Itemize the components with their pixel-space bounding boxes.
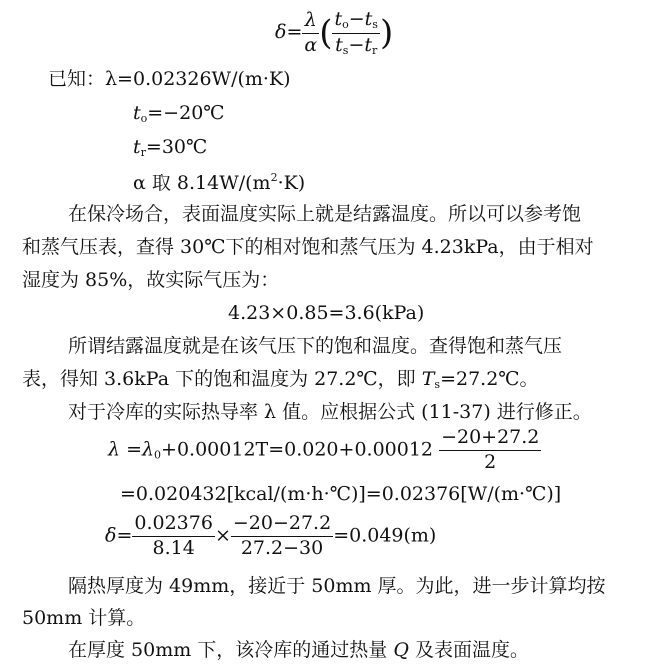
- known-tr-value: =30℃: [145, 136, 208, 158]
- known-lambda: λ=0.02326W/(m·K): [105, 68, 291, 90]
- para2-line2: 表，得知 3.6kPa 下的饱和温度为 27.2℃，即 $T_s=27.2℃$。: [22, 368, 539, 391]
- para4-line1: 隔热厚度为 49mm，接近于 50mm 厚。为此，进一步计算均按: [68, 575, 606, 597]
- known-to-value: =−20℃: [147, 102, 225, 124]
- para2-line1: 所谓结露温度就是在该气压下的饱和温度。查得饱和蒸气压: [68, 335, 563, 357]
- formula-delta2-result: =0.049(m): [333, 524, 437, 547]
- para4-line3: 在厚度 50mm 下，该冷库的通过热量 Q 及表面温度。: [68, 639, 529, 661]
- para1-line3: 湿度为 85%，故实际气压为：: [22, 269, 280, 291]
- fraction-conductivity-ratio: $\frac{0.02376}{8.14}$: [134, 512, 213, 559]
- formula-delta-lhs: δ=: [275, 21, 303, 44]
- para1-calc: 4.23×0.85=3.6(kPa): [228, 302, 425, 324]
- formula-delta: δ= $\frac{\lambda}{\alpha}$ ( $\frac{t_o-t_s}{t_s-t_r}$ ): [275, 8, 394, 57]
- formula-delta2: δ= $\frac{0.02376}{8.14}$ × $\frac{-20-27.2}{27.2-30}$ =0.049(m): [105, 512, 437, 559]
- para1-line2: 和蒸气压表，查得 30℃下的相对饱和蒸气压为 4.23kPa，由于相对: [22, 236, 594, 258]
- para4-line2: 50mm 计算。: [22, 607, 146, 629]
- fraction-temperature-average: $\frac{-20+27.2}{2}$: [441, 426, 540, 473]
- fraction-lambda-alpha: $\frac{\lambda}{\alpha}$: [304, 8, 318, 56]
- known-alpha-line: α 取 $8.14W/(m^2\cdot K)$: [133, 171, 306, 194]
- para1-line1: 在保冷场合，表面温度实际上就是结露温度。所以可以参考饱: [68, 203, 582, 225]
- known-to-line: $t_o=-20℃$: [133, 102, 225, 125]
- fraction-temperature-difference: $\frac{-20-27.2}{27.2-30}$: [232, 512, 332, 559]
- known-tr-line: $t_r=30℃$: [133, 136, 208, 159]
- para3-line1: 对于冷库的实际热导率 λ 值。应根据公式 (11-37) 进行修正。: [68, 401, 592, 423]
- fraction-temperature-ratio: $\frac{t_o-t_s}{t_s-t_r}$: [334, 8, 378, 57]
- known-label: 已知：: [48, 68, 106, 90]
- formula-lambda: $\lambda =\lambda_0+0.00012T=0.020+0.00012$ $\frac{-20+27.2}{2}$: [108, 426, 540, 473]
- known-lambda-line: [48, 70, 291, 89]
- formula-lambda-line2: =0.020432[kcal/(m·h·℃)]=0.02376[W/(m·℃)]: [120, 483, 562, 505]
